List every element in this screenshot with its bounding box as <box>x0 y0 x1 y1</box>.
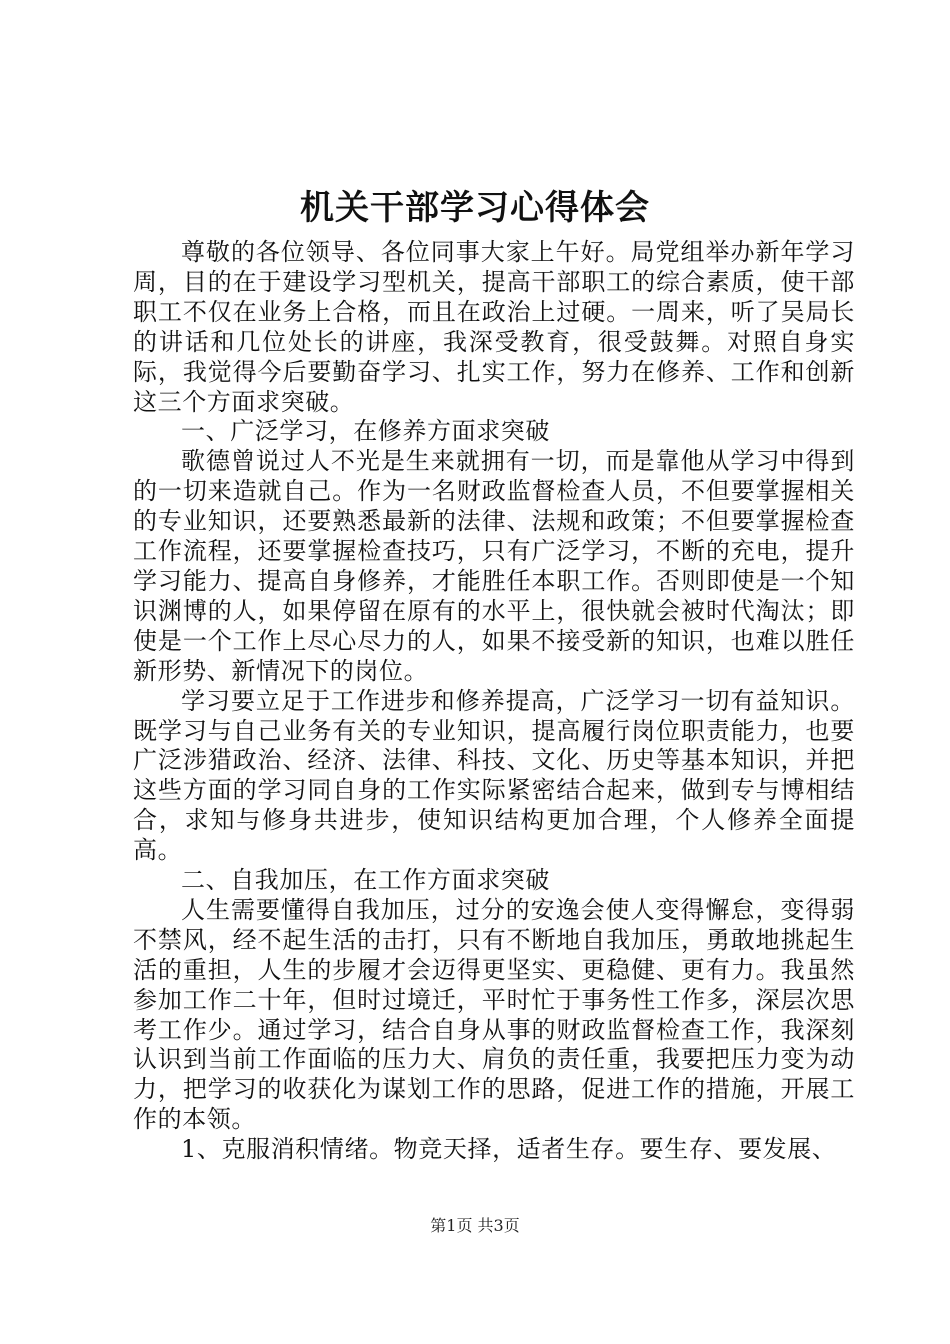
section-heading-2: 二、自我加压，在工作方面求突破 <box>181 866 550 895</box>
paragraph-self-pressure: 人生需要懂得自我加压，过分的安逸会使人变得懈怠，变得弱不禁风，经不起生活的击打，只有不断地自我加压，勇敢地挑起生活的重担，人生的步履才会迈得更坚实、更稳健、更有力。我虽然参加工作二十年，但时过境迁，平时忙于事务性工作多，深层次思考工作少。通过学习，结合自身从事的财政监督检查工作，我深刻认识到当前工作面临的压力大、肩负的责任重，我要把压力变为动力，把学习的收获化为谋划工作的思路，促进工作的措施，开展工作的本领。 <box>133 895 855 1134</box>
paragraph-intro: 尊敬的各位领导、各位同事大家上午好。局党组举办新年学习周，目的在于建设学习型机关，提高干部职工的综合素质，使干部职工不仅在业务上合格，而且在政治上过硬。一周来，听了吴局长的讲话和几位处长的讲座，我深受教育，很受鼓舞。对照自身实际，我觉得今后要勤奋学习、扎实工作，努力在修养、工作和创新这三个方面求突破。 <box>133 238 855 416</box>
paragraph-broad-learning: 学习要立足于工作进步和修养提高，广泛学习一切有益知识。既学习与自己业务有关的专业知识，提高履行岗位职责能力，也要广泛涉猎政治、经济、法律、科技、文化、历史等基本知识，并把这些方面的学习同自身的工作实际紧密结合起来，做到专与博相结合，求知与修身共进步，使知识结构更加合理，个人修养全面提高。 <box>133 686 855 865</box>
section-heading-1: 一、广泛学习，在修养方面求突破 <box>181 417 550 446</box>
paragraph-goethe: 歌德曾说过人不光是生来就拥有一切，而是靠他从学习中得到的一切来造就自己。作为一名财政监督检查人员，不但要掌握相关的专业知识，还要熟悉最新的法律、法规和政策；不但要掌握检查工作流程，还要掌握检查技巧，只有广泛学习，不断的充电，提升学习能力、提高自身修养，才能胜任本职工作。否则即使是一个知识渊博的人，如果停留在原有的水平上，很快就会被时代淘汰；即使是一个工作上尽心尽力的人，如果不接受新的知识，也难以胜任新形势、新情况下的岗位。 <box>133 447 855 685</box>
document-body <box>133 238 855 1165</box>
page-number-footer: 第1页 共3页 <box>430 1216 520 1235</box>
paragraph-item-1: 1、克服消积情绪。物竞天择，适者生存。要生存、要发展、 <box>181 1135 837 1164</box>
document-title: 机关干部学习心得体会 <box>300 188 650 228</box>
